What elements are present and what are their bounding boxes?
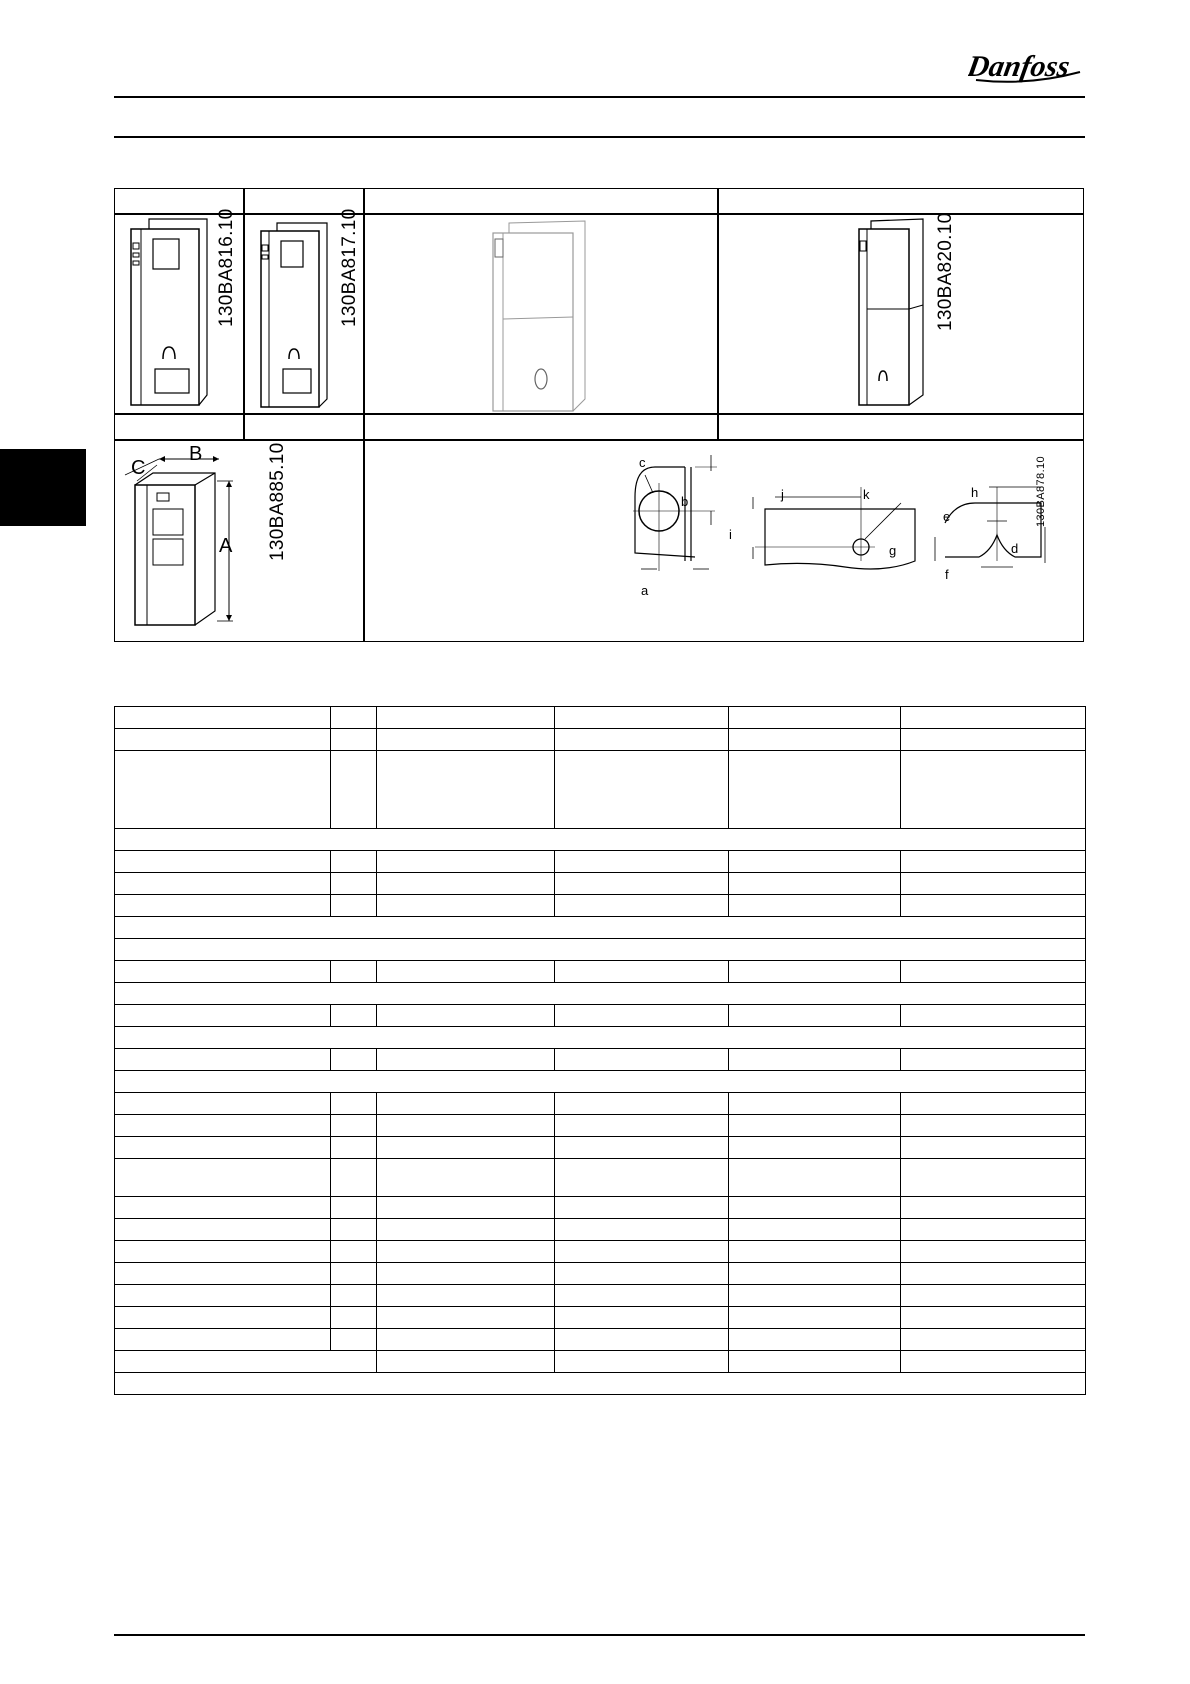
table-section-row [115,983,1086,1005]
table-row [115,1197,1086,1219]
table-row [115,1263,1086,1285]
table-row [115,1159,1086,1197]
table-row [115,1329,1086,1351]
detail-label-d: d [1011,541,1019,556]
table-row [115,1285,1086,1307]
dim-label-A: A [219,535,233,557]
danfoss-logo [968,42,1088,92]
detail-label-i: i [729,527,732,542]
table-row [115,751,1086,829]
photo-code-2: 130BA817.10 [339,208,360,327]
table-row [115,961,1086,983]
table-row [115,1137,1086,1159]
dimension-code: 130BA885.10 [267,442,288,561]
enclosure-photo-1 [129,219,209,409]
table-row [115,707,1086,729]
detail-label-e: e [943,509,951,524]
enclosure-figure-table [114,188,1084,642]
header-rule-bottom [114,136,1085,138]
table-section-row [115,939,1086,961]
table-section-row [115,1071,1086,1093]
table-row [115,1241,1086,1263]
dim-label-B: B [189,443,203,465]
svg-text:Danfoss: Danfoss [968,49,1073,83]
footer-rule [114,1634,1085,1636]
table-section-row [115,917,1086,939]
table-row [115,851,1086,873]
table-row [115,1219,1086,1241]
table-row [115,729,1086,751]
detail-label-h: h [971,485,979,500]
table-row [115,873,1086,895]
table-section-row [115,1373,1086,1395]
table-row [115,1307,1086,1329]
detail-label-k: k [863,487,870,502]
enclosure-photo-2 [259,223,329,409]
table-section-row [115,1027,1086,1049]
detail-label-c: c [639,455,646,470]
enclosure-photo-3 [491,219,591,415]
detail-label-b: b [681,494,689,509]
table-row [115,1049,1086,1071]
table-section-row [115,829,1086,851]
photo-code-1: 130BA816.10 [216,208,237,327]
table-row [115,1351,1086,1373]
detail-label-g: g [889,543,897,558]
photo-code-3: 130BA820.10 [935,212,956,331]
dimensions-table [114,706,1086,1395]
table-row [115,895,1086,917]
detail-label-f: f [945,567,949,582]
chapter-tab [0,449,86,526]
table-row [115,1093,1086,1115]
table-row [115,1005,1086,1027]
dim-label-C: C [131,457,146,479]
detail-code: 130BA878.10 [1035,455,1047,527]
enclosure-photo-4 [857,219,927,409]
detail-label-a: a [641,583,649,598]
detail-label-j: j [781,487,784,502]
header-rule-top [114,96,1085,98]
table-row [115,1115,1086,1137]
mounting-detail-drawing [585,447,1085,607]
